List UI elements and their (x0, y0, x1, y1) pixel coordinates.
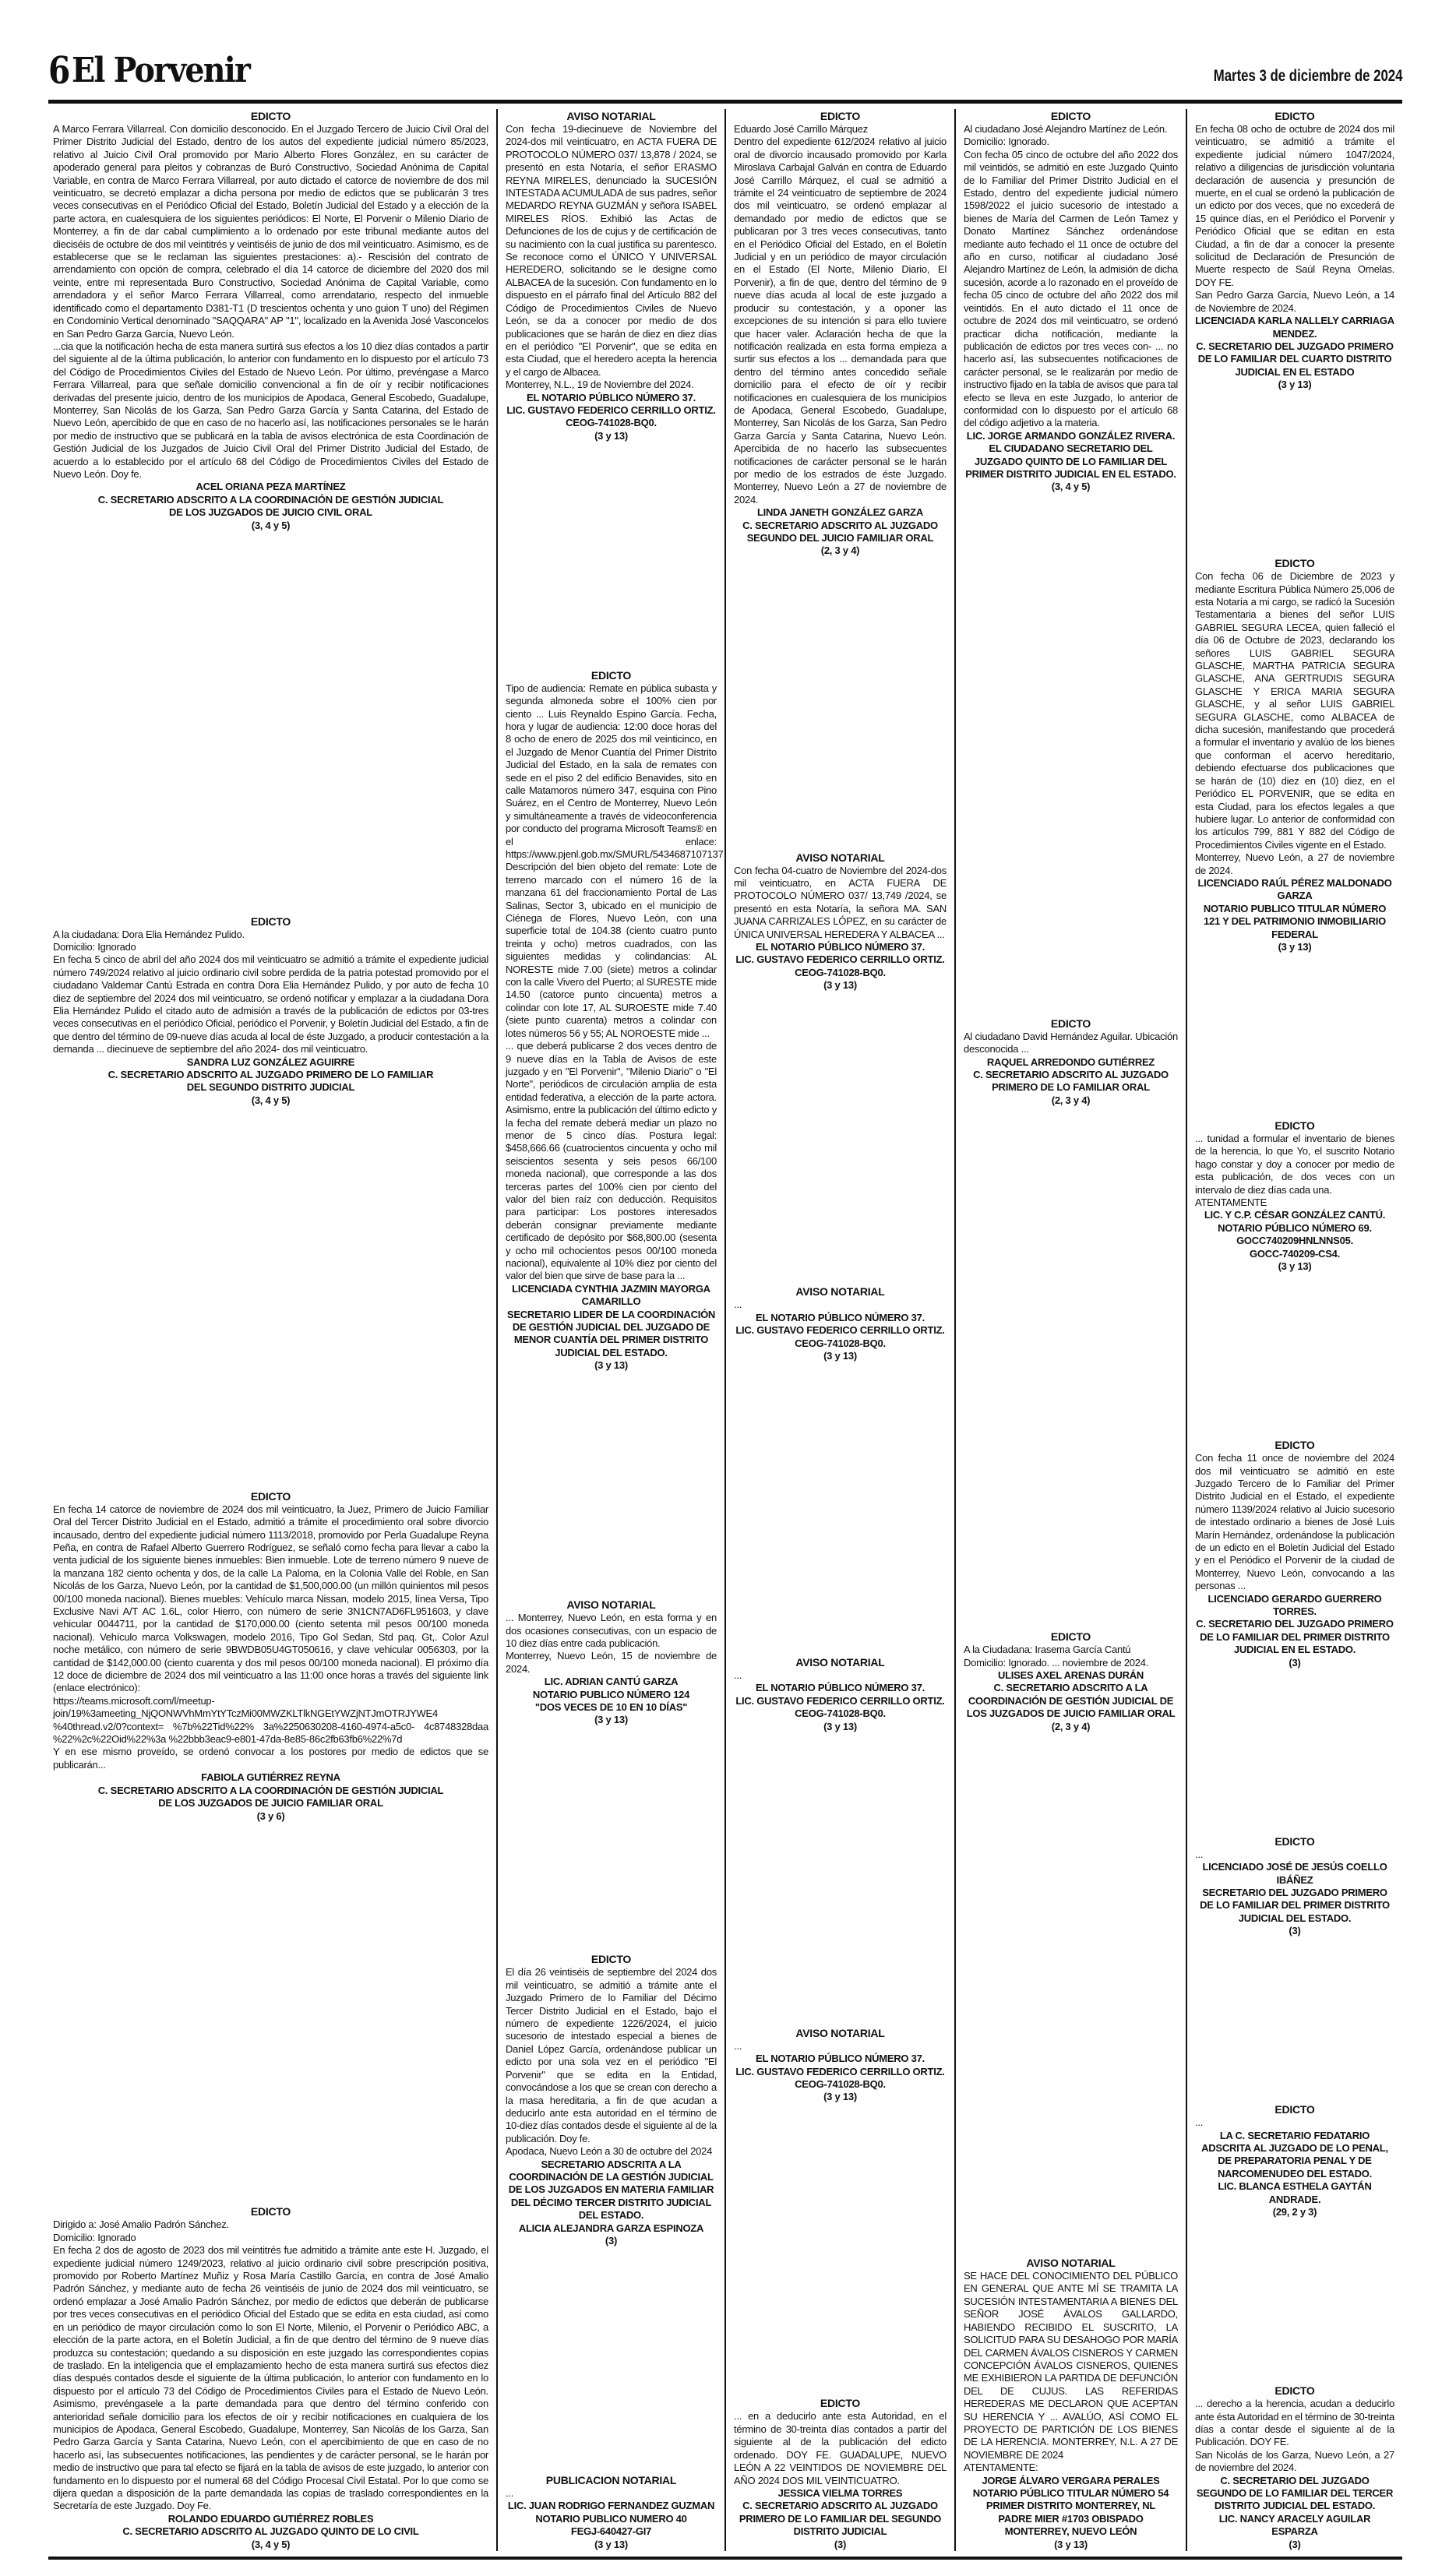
publication-dates: (2, 3 y 4) (820, 544, 860, 557)
notice-signature-line: LICENCIADA CYNTHIA JAZMIN MAYORGA CAMARILLO (512, 1282, 710, 1308)
notice-signature-line: NOTARIO PUBLICO NUMERO 40 (535, 2512, 687, 2525)
notice-paragraph: Eduardo José Carrillo Márquez (734, 123, 868, 135)
notice-paragraph: Con fecha 19-diecinueve de Noviembre del 2024-dos mil veinticuatro, en ACTA FUERA DE PROTOCOLO NÚMERO 037/ 13,878 / 2024, se presentó en esta Notaría, el señor ERASMO REYNA MIRELES, denunciado la SUCESIÓN INTESTADA ACUMULADA de sus padres, señor MEDARDO REYNA GUZMÁN y señora ISABEL MIRELES RÍOS. Exhibió las Actas de Defunciones de los de cujus y de certificación de su nacimiento con la cual justifica su parentesco. Se reconoce como el ÚNICO Y UNIVERSAL HEREDERO, solicitando se le designe como ALBACEA de la sucesión. Con fundamento en lo dispuesto en el párrafo final del Artículo 882 del Código de Procedimientos Civiles de Nuevo León, se da a conocer por medio de dos publicaciones que se harán de diez en diez días en el periódico "El Porvenir", que se edita en esta Ciudad, que el heredero acepta la herencia y el cargo de Albacea. (506, 123, 717, 378)
notice-signature-line: EL CIUDADANO SECRETARIO DEL JUZGADO QUINTO DE LO FAMILIAR DEL PRIMER DISTRITO JUDICIAL EN EL ESTADO. (965, 442, 1176, 480)
publication-dates: (3 y 13) (823, 1720, 857, 1732)
notice-signature-line: DEL SEGUNDO DISTRITO JUDICIAL (186, 1081, 355, 1094)
notice-title: EDICTO (250, 2205, 291, 2218)
legal-notice (1195, 1119, 1394, 1273)
notice-title: AVISO NOTARIAL (566, 1598, 656, 1612)
notice-signature-line: LICENCIADO JOSÉ DE JESÚS COELLO IBÁÑEZ (1202, 1861, 1387, 1886)
legal-notice (734, 109, 947, 558)
notice-paragraph: En fecha 08 ocho de octubre de 2024 dos mil veinticuatro, se admitió a trámite el expediente judicial número 1047/2024, relativo a diligencias de jurisdicción voluntaria declaración de ausencia y presunción de muerte, en el cual se ordenó la publicación de un edicto por dos veces, que no excederá de 15 quince días, en el Periódico el Porvenir y Periódico Oficial que se editan en esta Ciudad, a fin de dar a conocer la presente solicitud de Declaración de Presunción de Muerte respecto de Saúl Reyna Ornelas. DOY FE. (1195, 123, 1394, 288)
legal-notice (1195, 2384, 1394, 2551)
notice-signature-line: LICENCIADO RAÚL PÉREZ MALDONADO GARZA (1197, 876, 1392, 902)
legal-notice (734, 1284, 947, 1362)
notice-signature-line: CEOG-741028-BQ0. (566, 417, 657, 429)
publication-dates: (2, 3 y 4) (1051, 1720, 1091, 1732)
publication-dates: (3 y 13) (594, 429, 628, 442)
notice-signature-line: SEGUNDO DEL JUICIO FAMILIAR ORAL (746, 532, 934, 544)
notice-title: AVISO NOTARIAL (795, 1656, 885, 1669)
notice-signature-line: GOCC-740209-CS4. (1250, 1247, 1340, 1260)
publication-dates: (3) (1289, 1656, 1301, 1669)
notice-paragraph: ... tunidad a formular el inventario de bienes de la herencia, lo que Yo, el suscrito Notario hago constar y doy a conocer por medio de esta publicación, de dos veces con un intervalo de diez días cada una. (1195, 1133, 1394, 1196)
notice-paragraph: En fecha 5 cinco de abril del año 2024 dos mil veinticuatro se admitió a trámite el expediente judicial número 749/2024 relativo al juicio ordinario civil sobre perdida de la patria potestad promovido por el ciudadano Valdemar Cantú Estrada en contra Dora Elia Hernández Pulido, y por auto de fecha 10 diez de septiembre del 2024 dos mil veinticuatro, se ordenó notificar y emplazar a la ciudadana Dora Elia Hernández Pulido el citado auto de admisión a través de la publicación de edictos por 03-tres veces consecutivas en el periódico Oficial, periódico el Porvenir, y Boletín Judicial del Estado, a fin de que dentro del término de 09-nueve días acuda al local de éste Juzgado, a producir contestación a la demanda ... diecinueve de septiembre del año 2024- dos mil veinticuatro. (53, 953, 488, 1055)
notice-title: EDICTO (1274, 1119, 1315, 1133)
notice-signature-line: C. SECRETARIO DEL JUZGADO PRIMERO DE LO FAMILIAR DEL PRIMER DISTRITO JUDICIAL EN EL ESTADO. (1196, 1618, 1394, 1656)
notice-title: EDICTO (591, 1953, 632, 1966)
notice-signature-line: JORGE ÁLVARO VERGARA PERALES (982, 2474, 1160, 2486)
legal-notice (506, 668, 724, 1373)
legal-notice (964, 109, 1178, 494)
notice-title: AVISO NOTARIAL (795, 1285, 885, 1299)
legal-notice (1195, 1834, 1394, 1938)
publication-dates: (3, 4 y 5) (251, 2538, 291, 2550)
publication-dates: (3) (1289, 2538, 1301, 2550)
notice-signature-line: LIC. JORGE ARMANDO GONZÁLEZ RIVERA. (966, 429, 1176, 442)
issue-date: Martes 3 de diciembre de 2024 (1213, 67, 1402, 85)
notice-title: EDICTO (591, 668, 632, 682)
notice-signature-line: LIC. Y C.P. CÉSAR GONZÁLEZ CANTÚ. (1204, 1209, 1386, 1221)
notice-signature-line: SECRETARIO ADSCRITA A LA COORDINACIÓN DE LA GESTIÓN JUDICIAL DE LOS JUZGADOS EN MATERIA FAMILIAR DEL DÉCIMO TERCER DISTRITO JUDICIAL DEL ESTADO. (508, 2158, 714, 2222)
column-2 (496, 109, 724, 2551)
notice-signature-line: CEOG-741028-BQ0. (795, 2077, 886, 2090)
publication-dates: (3) (605, 2234, 618, 2247)
notice-title: EDICTO (1050, 1630, 1091, 1644)
notice-paragraph: A Marco Ferrara Villarreal. Con domicilio desconocido. En el Juzgado Tercero de Juicio Civil Oral del Primer Distrito Judicial del Estado, dentro de los autos del expediente judicial número 85/2023, relativo al Juicio Civil Oral promovido por Mario Alberto Flores González, en su carácter de apoderado general para pleitos y cobranzas de Buró Constructivo, Sociedad Anónima de Capital Variable, en contra de Marco Ferrara Villarreal, por auto dictado el catorce de noviembre de dos mil veinticuatro, se decretó emplazar a dicha persona por medio de edictos que se publicarán 3 tres veces consecutivas en el Periódico Oficial del Estado, Boletín Judicial del Estado y a elección de la parte actora, en cualesquiera de los siguientes periódicos: El Norte, El Porvenir o Milenio Diario de Monterrey, a fin de dar cabal cumplimiento a lo ordenado por este tribunal mediante autos del dieciséis de octubre de dos mil veintitrés y veintiséis de junio de dos mil veinticuatro. Asimismo, es de establecerse que se le reclaman las siguientes prestaciones: a).- Rescisión del contrato de arrendamiento con opción de compra, celebrado el día 14 catorce de diciembre del 2020 dos mil veinte, entre mi representada Buro Constructivo, Sociedad Anónima de Capital Variable, como arrendadora y el señor Marco Ferrara Villarreal, como arrendatario, respecto del inmueble identificado como el departamento D381-T1 (D trescientos ochenta y uno guion T uno) del Régimen en Condominio Vertical denominado "SAQQARA" AP "1", localizado en la Avenida José Vasconcelos en San Pedro Garza García, Nuevo León. (53, 123, 488, 340)
publication-dates: (3 y 13) (823, 979, 857, 992)
notice-signature-line: FABIOLA GUTIÉRREZ REYNA (201, 1771, 340, 1784)
notice-title: EDICTO (1050, 1017, 1091, 1030)
legal-notice (506, 1952, 717, 2247)
notice-signature-line: PRIMER DISTRITO MONTERREY, NL (985, 2500, 1156, 2512)
notice-signature-line: NOTARIO PUBLICO TITULAR NÚMERO 121 Y DEL PATRIMONIO INMOBILIARIO FEDERAL (1203, 902, 1387, 940)
publication-dates: (3, 4 y 5) (251, 519, 291, 531)
publication-dates: (3 y 6) (256, 1810, 285, 1822)
notice-title: EDICTO (1274, 557, 1315, 570)
notice-paragraph: San Nicolás de los Garza, Nuevo León, a 27 de noviembre del 2024. (1195, 2448, 1394, 2474)
column-1 (45, 109, 496, 2551)
notice-signature-line: C. SECRETARIO DEL JUZGADO PRIMERO DE LO FAMILIAR DEL CUARTO DISTRITO JUDICIAL EN EL ESTADO (1196, 340, 1394, 378)
publication-dates: (3, 4 y 5) (251, 1094, 291, 1106)
notice-signature-line: C. SECRETARIO ADSCRITO A LA COORDINACIÓN DE GESTIÓN JUDICIAL (97, 493, 444, 506)
legal-notice (1195, 556, 1394, 953)
notice-signature-line: LIC. JUAN RODRIGO FERNANDEZ GUZMAN (507, 2500, 715, 2512)
bottom-rule (48, 2557, 1402, 2560)
publication-dates: (3) (1289, 1925, 1301, 1937)
notice-paragraph: Y en ese mismo proveído, se ordenó convocar a los postores por medio de edictos que se publicarán... (53, 1746, 488, 1771)
notice-signature-line: ROLANDO EDUARDO GUTIÉRREZ ROBLES (167, 2512, 374, 2525)
notice-paragraph: Con fecha 05 cinco de octubre del año 2022 dos mil veintidós, se admitió en este Juzgado Quinto de lo Familiar del Primer Distrito Judicial en el Estado, dentro del expediente judicial número 1598/2022 el juicio sucesorio de intestado a bienes de María del Carmen de León Tamez y Donato Martínez Sánchez ordenándose mediante auto fechado el 11 once de octubre del año en curso, notificar al ciudadano José Alejandro Martínez de León, la admisión de dicha sucesión, acorde a lo razonado en el proveído de fecha 05 cinco de octubre del año 2022 dos mil veintidós. En el auto dictado el 11 once de octubre de 2024 dos mil veinticuatro, se ordenó practicar dicha notificación, mediante la publicación de edictos por tres veces con- ... no hacerlo así, las subsecuentes notificaciones de carácter personal, se le realizarán por medio de instructivo fijado en la tabla de avisos que para tal efecto se lleva en este Juzgado, lo anterior de conformidad con lo dispuesto por el artículo 68 del código adjetivo a la materia. (964, 148, 1178, 429)
legal-notice (734, 2396, 947, 2550)
notice-title: EDICTO (250, 110, 291, 122)
legal-notice (506, 1598, 717, 1727)
notice-paragraph: https://teams.microsoft.com/l/meetup-join/19%3ameeting_NjQONWVhMmYtYTczMi00MWZKLTlkNGEtYWZjNTJmOTRJYWE4 %40thread.v2/0?context= %7b%22Tid%22% 3a%2250630208-4160-4974-a5c0- 4c8748328daa %22%2c%22Oid%22%3a %22bbb3eac9-e801-47da-8e85-86c2fb63fb6%22%7d (53, 1694, 488, 1746)
notice-paragraph: Monterrey, Nuevo León, 15 de noviembre de 2024. (506, 1650, 717, 1675)
notice-title: AVISO NOTARIAL (1026, 2257, 1116, 2270)
notice-signature-line: LIC. ADRIAN CANTÚ GARZA (544, 1676, 679, 1688)
notice-signature-line: PRIMERO DE LO FAMILIAR DEL SEGUNDO (739, 2512, 942, 2525)
legal-notice (53, 1489, 488, 1823)
publication-dates: (3 y 13) (1278, 1260, 1312, 1273)
notice-signature-line: NOTARIO PÚBLICO TITULAR NÚMERO 54 (972, 2486, 1169, 2499)
notice-paragraph: ATENTAMENTE: (964, 2461, 1038, 2474)
notice-signature-line: GOCC740209HNLNNS05. (1236, 1235, 1353, 1247)
notice-paragraph: Tipo de audiencia: Remate en pública subasta y segunda almoneda sobre el 100% cien por ciento ... Luis Reynaldo Espino García. Fecha, hora y lugar de audiencia: 12:00 doce horas del 8 ocho de enero de 2025 dos mil veinticinco, en el Juzgado de Menor Cuantía del Primer Distrito Judicial del Estado, en la sala de remates con sede en el piso 2 del edificio Benavides, sito en calle Matamoros número 347, esquina con Pino Suárez, en el Centro de Monterrey, Nuevo León y simultáneamente a través de videoconferencia por conducto del programa Microsoft Teams® en el enlace: https://www.pjenl.gob.mx/SMURL/5434687107137 Descripción del bien objeto del remate: Lote de terreno marcado con el número 16 de la manzana 61 del fraccionamiento Portal de Las Salinas, Sector 3, ubicado en el municipio de Ciénega de Flores, Nuevo León, con una superficie total de 104.38 (ciento cuatro punto treinta y ocho) metros cuadrados, con las siguientes medidas y colindancias: AL NORESTE mide 7.00 (siete) metros a colindar con la calle Vivero del Puerto; al SURESTE mide 14.50 (catorce punto cincuenta) metros a colindar con lote 17, AL SUROESTE mide 7.40 (siete punto cuarenta) metros a colindar con lotes números 56 y 55; AL NOROESTE mide ... (506, 682, 724, 1039)
legal-notice (53, 914, 488, 1108)
notice-signature-line: DISTRITO JUDICIAL (793, 2525, 887, 2538)
notice-signature-line: LICENCIADA KARLA NALLELY CARRIAGA MENDEZ. (1195, 315, 1394, 340)
notice-paragraph: ... en a deducirlo ante esta Autoridad, en el término de 30-treinta días contados a partir del siguiente al de la publicación del edicto ordenado. DOY FE. GUADALUPE, NUEVO LEÓN A 22 VEINTIDOS DE NOVIEMBRE DEL AÑO 2024 DOS MIL VEINTICUATRO. (734, 2410, 947, 2486)
publication-dates: (3, 4 y 5) (1051, 481, 1091, 493)
notice-paragraph: Domicilio: Ignorado. (964, 136, 1049, 148)
legal-notice (964, 2256, 1178, 2551)
notice-paragraph: Con fecha 11 once de noviembre del 2024 dos mil veinticuatro se admitió en este Juzgado Tercero de lo Familiar del Primer Distrito Judicial en el Estado, el expediente número 1139/2024 relativo al Juicio sucesorio de intestado ordinario a bienes de José Luis Marín Hernández, ordenándose la publicación de un edicto en el Boletín Judicial del Estado y en el Periódico el Porvenir de la ciudad de Monterrey, Nuevo León, convocando a las personas ... (1195, 1452, 1394, 1592)
notice-paragraph: Dirigido a: José Amalio Padrón Sánchez. (53, 2218, 229, 2231)
notice-signature-line: EL NOTARIO PÚBLICO NÚMERO 37. (756, 1682, 925, 1694)
notice-signature-line: EL NOTARIO PÚBLICO NÚMERO 37. (756, 940, 925, 953)
notice-signature-line: C. SECRETARIO ADSCRITO A LA COORDINACIÓN DE GESTIÓN JUDICIAL DE LOS JUZGADOS DE JUICIO FAMILIAR ORAL (966, 1682, 1176, 1720)
notice-title: EDICTO (820, 2397, 861, 2410)
notice-title: EDICTO (1050, 110, 1091, 122)
legal-notice (1195, 109, 1394, 392)
notice-paragraph: A la ciudadana: Dora Elia Hernández Pulido. (53, 928, 245, 940)
notice-signature-line: C. SECRETARIO DEL JUZGADO SEGUNDO DE LO FAMILIAR DEL TERCER DISTRITO JUDICIAL DEL ESTADO. (1196, 2474, 1394, 2512)
notice-paragraph: Monterrey, Nuevo León, a 27 de noviembre de 2024. (1195, 851, 1394, 876)
legal-notice (734, 1655, 947, 1733)
publication-dates: (3 y 13) (823, 1349, 857, 1362)
notice-signature-line: JESSICA VIELMA TORRES (777, 2486, 903, 2499)
publication-dates: (2, 3 y 4) (1051, 1094, 1091, 1106)
notice-signature-line: LIC. GUSTAVO FEDERICO CERRILLO ORTIZ. (506, 403, 716, 416)
notice-paragraph: En fecha 2 dos de agosto de 2023 dos mil veintitrés fue admitido a trámite ante este H. Juzgado, el expediente judicial número 1249/2023, relativo al juicio ordinario civil sobre prescripción positiva, promovido por Roberto Martínez Muñiz y Rosa María Castillo García, en contra de José Amalio Padrón Sánchez, y mediante auto de fecha 26 veintiséis de junio de 2024 dos mil veinticuatro, se ordenó emplazar a José Amalio Padrón Sánchez, por medio de edictos que deberán de publicarse por tres veces consecutivas en el periódico Oficial del Estado que se edita en esta ciudad, así como en un periódico de mayor circulación como lo son El Norte, Milenio, el Porvenir o Periódico ABC, a elección de la parte actora, en el Boletín Judicial, a fin de que dentro del término de 9 nueve días produzca su contestación; quedando a su disposición en este juzgado las correspondientes copias de traslado. En la inteligencia que el emplazamiento hecho de esta manera surtirá sus efectos diez días después contados desde el siguiente de la última publicación, lo anterior con fundamento en lo dispuesto por el artículo 73 del Código de Procedimientos Civiles para el Estado de Nuevo León. Asimismo, prevéngasele a la parte demandada para que dentro del término conferido con anterioridad señale domicilio para los efectos de oír y recibir notificaciones en cualquiera de los municipios de Apodaca, General Escobedo, Guadalupe, Monterrey, San Nicolás de los Garza, San Pedro Garza García y Santa Catarina, Nuevo León, con el apercibimiento de que en caso de no hacerlo así, las subsecuentes notificaciones, las pendientes y de carácter personal, se le harán por medio de instructivo que para tal efecto se fijará en la tabla de avisos de este juzgado, lo anterior con fundamento en lo dispuesto por el numeral 68 del Código Procesal Civil Estatal. Por lo que como se dijera quedan a disposición de la parte demandada las copias de traslado correspondientes en la Secretaría de este Juzgado. Doy Fe. (53, 2244, 488, 2512)
notice-title: EDICTO (1274, 1439, 1315, 1452)
publication-dates: (29, 2 y 3) (1272, 2206, 1317, 2218)
notice-paragraph: ATENTAMENTE (1195, 1196, 1267, 1209)
publication-dates: (3 y 13) (1054, 2538, 1088, 2550)
page-number: 6 (48, 49, 69, 93)
notice-signature-line: DE LOS JUZGADOS DE JUICIO FAMILIAR ORAL (158, 1797, 383, 1810)
notice-signature-line: LICENCIADO GERARDO GUERRERO TORRES. (1208, 1592, 1382, 1618)
legal-notice (1195, 1438, 1394, 1669)
legal-notice (506, 2473, 717, 2551)
notice-paragraph: San Pedro Garza García, Nuevo León, a 14 de Noviembre de 2024. (1195, 289, 1394, 314)
publication-dates: (3 y 13) (594, 1714, 628, 1726)
notice-title: EDICTO (1274, 2384, 1315, 2398)
publication-dates: (3 y 13) (594, 1359, 628, 1372)
legal-notice (506, 109, 717, 442)
notice-paragraph: ... (734, 1299, 742, 1311)
notice-signature-line: "DOS VECES DE 10 EN 10 DÍAS" (534, 1701, 688, 1714)
notice-paragraph: Al ciudadano José Alejandro Martínez de León. (964, 123, 1168, 135)
notice-signature-line: LIC. GUSTAVO FEDERICO CERRILLO ORTIZ. (735, 2065, 945, 2077)
notice-signature-line: C. SECRETARIO ADSCRITO AL JUZGADO QUINTO DE LO CIVIL (122, 2525, 419, 2538)
legal-notice (964, 1630, 1178, 1733)
notice-title: PUBLICACION NOTARIAL (545, 2473, 677, 2486)
column-5 (1186, 109, 1402, 2551)
notice-signature-line: C. SECRETARIO ADSCRITO A LA COORDINACIÓN DE GESTIÓN JUDICIAL (97, 1784, 444, 1796)
notice-paragraph: ... Monterrey, Nuevo León, en esta forma y en dos ocasiones consecutivas, con un espacio de 10 diez días entre cada publicación. (506, 1612, 717, 1650)
notice-signature-line: RAQUEL ARREDONDO GUTIÉRREZ (986, 1055, 1155, 1068)
notice-signature-line: LIC. GUSTAVO FEDERICO CERRILLO ORTIZ. (735, 1694, 945, 1707)
notice-paragraph: ... que deberá publicarse 2 dos veces dentro de 9 nueve días en la Tabla de Avisos de este juzgado y en "El Porvenir", "Milenio Diario" o "El Norte", periódicos de circulación amplia de esta entidad federativa, a elección de la parte actora. Asimismo, entre la publicación del último edicto y la fecha del remate deberá mediar un plazo no menor de 5 cinco días. Postura legal: $458,666.66 (cuatrocientos cincuenta y ocho mil seiscientos sesenta y seis pesos 66/100 moneda nacional), que corresponde a las dos terceras partes del 100% cien por ciento del valor del bien raíz con deducción. Requisitos para participar: Los postores interesados deberán consignar previamente mediante certificado de depósito por $68,800.00 (sesenta y ocho mil ochocientos pesos 00/100 moneda nacional), equivalente al 10% diez por ciento del valor del bien que sirve de base para la ... (506, 1040, 717, 1282)
notice-title: EDICTO (1274, 110, 1315, 122)
notice-paragraph: Monterrey, N.L., 19 de Noviembre del 2024. (506, 379, 694, 391)
notice-signature-line: FEGJ-640427-GI7 (570, 2525, 652, 2538)
legal-notice (1195, 2102, 1394, 2218)
notice-title: AVISO NOTARIAL (795, 2026, 885, 2039)
notice-paragraph: El día 26 veintiséis de septiembre del 2024 dos mil veinticuatro, se admitió a trámite ante el Juzgado Primero de lo Familiar del Décimo Tercer Distrito Judicial en el Estado, bajo el número de expediente 1226/2024, el juicio sucesorio de intestado especial a bienes de Daniel López García, ordenándose publicar un edicto por una sola vez en el periódico "El Porvenir" que se edita en la Entidad, convocándose a los que se crean con derecho a la masa hereditaria, a fin de que acudan a deducirlo ante esta autoridad en el término de 10-diez días contados desde el siguiente al de la publicación. Doy fe. (506, 1966, 717, 2144)
newspaper-logo: El Porvenir (72, 51, 250, 90)
notice-signature-line: LIC. BLANCA ESTHELA GAYTÁN ANDRADE. (1218, 2180, 1372, 2205)
notice-title: AVISO NOTARIAL (566, 110, 656, 122)
publication-dates: (3 y 13) (594, 2538, 628, 2550)
notice-signature-line: NOTARIO PÚBLICO NÚMERO 69. (1218, 1221, 1372, 1234)
notice-title: EDICTO (250, 914, 291, 928)
notice-signature-line: C. SECRETARIO ADSCRITO AL JUZGADO PRIMERO DE LO FAMILIAR (108, 1069, 434, 1080)
notice-paragraph: Domicilio: Ignorado (53, 940, 136, 953)
notice-paragraph: Apodaca, Nuevo León a 30 de octubre del 2024 (506, 2145, 713, 2158)
notice-signature-line: DE LOS JUZGADOS DE JUICIO CIVIL ORAL (169, 506, 372, 519)
notice-signature-line: MONTERREY, NUEVO LEÓN (1004, 2525, 1137, 2538)
notice-paragraph: Con fecha 04-cuatro de Noviembre del 2024-dos mil veinticuatro, en ACTA FUERA DE PROTOCOLO NÚMERO 037/ 13,749 /2024, se presentó en esta Notaría, la señora MA. SAN JUANA CARRIZALES LÓPEZ, en su carácter de ÚNICA UNIVERSAL HEREDERA Y ALBACEA ... (734, 864, 947, 940)
notice-signature-line: C. SECRETARIO ADSCRITO AL JUZGADO PRIMERO DE LO FAMILIAR ORAL (973, 1069, 1169, 1094)
notice-signature-line: NOTARIO PUBLICO NÚMERO 124 (532, 1688, 690, 1700)
notice-paragraph: ... (734, 2039, 742, 2052)
legal-notice (53, 2204, 488, 2551)
legal-notice (53, 109, 488, 532)
notice-paragraph: Al ciudadano David Hernández Aguilar. Ubicación desconocida ... (964, 1030, 1178, 1055)
legal-notice (734, 851, 947, 992)
notice-title: EDICTO (1274, 2103, 1315, 2116)
notice-signature-line: ALICIA ALEJANDRA GARZA ESPINOZA (518, 2222, 704, 2234)
notice-paragraph: ... derecho a la herencia, acudan a deducirlo ante ésta Autoridad en el término de 30-treinta días a contar desde el siguiente al de la Publicación. DOY FE. (1195, 2398, 1394, 2448)
notice-signature-line: LIC. GUSTAVO FEDERICO CERRILLO ORTIZ. (735, 1324, 945, 1337)
notice-signature-line: SANDRA LUZ GONZÁLEZ AGUIRRE (186, 1055, 355, 1068)
notice-signature-line: ULISES AXEL ARENAS DURÁN (997, 1669, 1144, 1682)
notice-paragraph: En fecha 14 catorce de noviembre de 2024 dos mil veinticuatro, la Juez, Primero de Juicio Familiar Oral del Tercer Distrito Judicial en el Estado, admitió a trámite el procedimiento oral sobre divorcio incausado, dentro del expediente judicial número 1113/2018, promovido por Perla Guadalupe Reyna Peña, en contra de Rafael Alberto Guerrero Rodríguez, se señaló como fecha para llevar a cabo la venta judicial de los siguiente bienes inmuebles: Bien inmueble. Lote de terreno número 9 nueve de la manzana 182 ciento ochenta y dos, de la calle La Paloma, en la Colonia Valle del Roble, en San Nicolás de los Garza, Nuevo León, por la cantidad de $1,500,000.00 (un millón quinientos mil pesos 00/100 moneda nacional). Bienes muebles: Vehículo marca Nissan, modelo 2015, línea Versa, Tipo Exclusive Navi A/T AC 1.6L, color Hierro, con número de serie 3N1CN7AD6FL951603, y clave vehicular 0044711, por la cantidad de $170,000.00 (ciento setenta mil pesos 00/100 moneda nacional). Vehículo marca Volkswagen, modelo 2016, Tipo Gol Sedan, Std paq. Gt,. Color Azul noche metálico, con número de serie 9BWDB05U4GT050616, y clave vehicular 0056303, por la cantidad de $142,000.00 (ciento cuarenta y dos mil pesos 00/100 moneda nacional). El próximo día 12 doce de diciembre de 2024 dos mil veinticuatro a las 11:00 once horas a través del siguiente link (enlace electrónico): (53, 1503, 488, 1694)
publication-dates: (3 y 13) (823, 2091, 857, 2103)
notice-title: EDICTO (1274, 1834, 1315, 1848)
top-rule (48, 100, 1402, 104)
notice-signature-line: C. SECRETARIO ADSCRITO AL JUZGADO (742, 2500, 938, 2512)
notice-signature-line: LA C. SECRETARIO FEDATARIO ADSCRITA AL JUZGADO DE LO PENAL, DE PREPARATORIA PENAL Y DE NARCOMENUDEO DEL ESTADO. (1201, 2129, 1388, 2180)
notice-title: AVISO NOTARIAL (795, 851, 885, 864)
notice-signature-line: SECRETARIO DEL JUZGADO PRIMERO DE LO FAMILIAR DEL PRIMER DISTRITO JUDICIAL DEL ESTADO. (1200, 1886, 1390, 1924)
legal-notice (964, 1017, 1178, 1107)
publication-dates: (3 y 13) (1278, 940, 1312, 953)
notice-paragraph: Domicilio: Ignorado. ... noviembre de 2024. (964, 1656, 1149, 1669)
notice-signature-line: SECRETARIO LIDER DE LA COORDINACIÓN DE GESTIÓN JUDICIAL DEL JUZGADO DE MENOR CUANTÍA DEL PRIMER DISTRITO JUDICIAL DEL ESTADO. (506, 1308, 716, 1358)
notice-signature-line: EL NOTARIO PÚBLICO NÚMERO 37. (756, 1311, 925, 1323)
notice-paragraph: ... (506, 2486, 514, 2499)
notice-title: EDICTO (250, 1489, 291, 1503)
notice-signature-line: CEOG-741028-BQ0. (795, 1337, 886, 1349)
notice-paragraph: ... (734, 1669, 742, 1682)
notice-paragraph: Domicilio: Ignorado (53, 2231, 136, 2243)
notice-paragraph: Con fecha 06 de Diciembre de 2023 y mediante Escritura Pública Número 25,006 de esta Notaría a mi cargo, se radicó la Sucesión Testamentaria a bienes del señor LUIS GABRIEL SEGURA LECEA, quien falleció el día 06 de Octubre de 2023, declarando los señores LUIS GABRIEL SEGURA GLASCHE, MARTHA PATRICIA SEGURA GLASCHE, ANA GERTRUDIS SEGURA GLASCHE Y ERICA MARIA SEGURA GLASCHE, y al señor LUIS GABRIEL SEGURA GLASCHE, como ALBACEA de dicha sucesión, manifestando que procederá a formular el inventario y avalúo de los bienes que conforman el acervo hereditario, debiendo efectuarse dos publicaciones que se harán de (10) diez en (10) diez, en el Periódico EL PORVENIR, que se edita en esta Ciudad, para los efectos legales a que hubiere lugar. Lo anterior de conformidad con los artículos 799, 881 Y 882 del Código de Procedimientos Civiles vigente en el Estado. (1195, 570, 1394, 851)
notice-signature-line: LINDA JANETH GONZÁLEZ GARZA (756, 506, 924, 519)
notice-signature-line: EL NOTARIO PÚBLICO NÚMERO 37. (756, 2053, 925, 2065)
notice-paragraph: ... (1195, 1848, 1204, 1860)
notice-signature-line: C. SECRETARIO ADSCRITO AL JUZGADO (742, 519, 938, 531)
masthead (48, 48, 1402, 95)
notice-signature-line: LIC. GUSTAVO FEDERICO CERRILLO ORTIZ. (735, 953, 945, 966)
notice-signature-line: EL NOTARIO PÚBLICO NÚMERO 37. (527, 391, 696, 403)
notice-signature-line: ACEL ORIANA PEZA MARTÍNEZ (196, 481, 346, 493)
notice-paragraph: ... (1195, 2116, 1204, 2129)
notice-paragraph: Dentro del expediente 612/2024 relativo al juicio oral de divorcio incausado promovido por Karla Miroslava Carbajal Galván en contra de Eduardo José Carrillo Márquez, el cual se admitió a trámite el 24 veinticuatro de septiembre de 2024 dos mil veinticuatro, se ordenó emplazar al demandado por medio de edictos que se publicaran por 3 tres veces consecutivas, tanto en el Periódico Oficial del Estado, en el Boletín Judicial y en un periódico de mayor circulación en el Estado (El Norte, Milenio Diario, El Porvenir), a fin de que, dentro del término de 9 nueve días acuda al local de este juzgado a producir su contestación, y a oponer las excepciones de su intención si para ello tuviere que hacer valer. Aclaración hecha de que la notificación realizada en esta forma empieza a surtir sus efectos a los ... demandada para que dentro del término antes concedido señale domicilio para el efecto de oír y recibir notificaciones en cualesquiera de los municipios de Apodaca, General Escobedo, Guadalupe, Monterrey, San Nicolás de los Garza, San Pedro Garza García y Santa Catarina, Nuevo León. Apercibida de no hacerlo las subsecuentes notificaciones de carácter personal se le harán por medio de los estrados de éste Juzgado. Monterrey, Nuevo León a 27 de noviembre de 2024. (734, 136, 947, 506)
notice-signature-line: PADRE MIER #1703 OBISPADO (998, 2512, 1144, 2525)
notice-signature-line: CEOG-741028-BQ0. (795, 1707, 886, 1720)
column-3 (724, 109, 954, 2551)
notice-paragraph: SE HACE DEL CONOCIMIENTO DEL PÚBLICO EN GENERAL QUE ANTE MÍ SE TRAMITA LA SUCESIÓN INTESTAMENTARIA A BIENES DEL SEÑOR JOSÉ ÁVALOS GALLARDO, HABIENDO RECIBIDO EL SUSCRITO, LA SOLICITUD PARA SU DESAHOGO POR MARÍA DEL CARMEN ÁVALOS CISNEROS Y CARMEN CONCEPCIÓN ÁVALOS CISNEROS, QUIENES ME EXHIBIERON LA PARTIDA DE DEFUNCIÓN DEL DE CUJUS. LAS REFERIDAS HEREDERAS ME DECLARON QUE ACEPTAN SU HERENCIA Y ... AVALÚO, ASÍ COMO EL PROYECTO DE PARTICIÓN DE LOS BIENES DE LA HERENCIA. MONTERREY, N.L. A 27 DE NOVIEMBRE DE 2024 (964, 2270, 1178, 2461)
notice-paragraph: ...cia que la notificación hecha de esta manera surtirá sus efectos a los 10 diez días contados a partir del siguiente al de la última publicación, lo anterior con fundamento en lo dispuesto por el artículo 73 del Código de Procedimientos Civiles del Estado de Nuevo León. Por último, prevéngase a Marco Ferrara Villarreal, para que señale domicilio convencional a fin de oír y recibir notificaciones derivadas del presente juicio, dentro de los municipios de Apodaca, General Escobedo, Guadalupe, Monterrey, San Nicolás de los Garza, San Pedro Garza García y Santa Catarina, del Estado de Nuevo León, apercibido de que en caso de no hacerlo así, las notificaciones personales se le harán por medio de instructivo que se publicará en la tabla de avisos electrónica de esta Coordinación de Gestión Judicial de los Juzgados de Juicio Civil Oral del Primer Distrito Judicial del Estado, de acuerdo a lo establecido por el artículo 68 del Código de Procedimientos Civiles del Estado de Nuevo León. Doy fe. (53, 340, 488, 480)
legal-notice (734, 2026, 947, 2104)
notice-signature-line: CEOG-741028-BQ0. (795, 966, 886, 978)
notice-title: EDICTO (820, 110, 861, 122)
notice-signature-line: LIC. NANCY ARACELY AGUILAR ESPARZA (1218, 2512, 1371, 2538)
column-4 (954, 109, 1186, 2551)
publication-dates: (3) (834, 2538, 847, 2550)
notice-paragraph: A la Ciudadana: Irasema García Cantú (964, 1644, 1131, 1656)
publication-dates: (3 y 13) (1278, 379, 1312, 391)
